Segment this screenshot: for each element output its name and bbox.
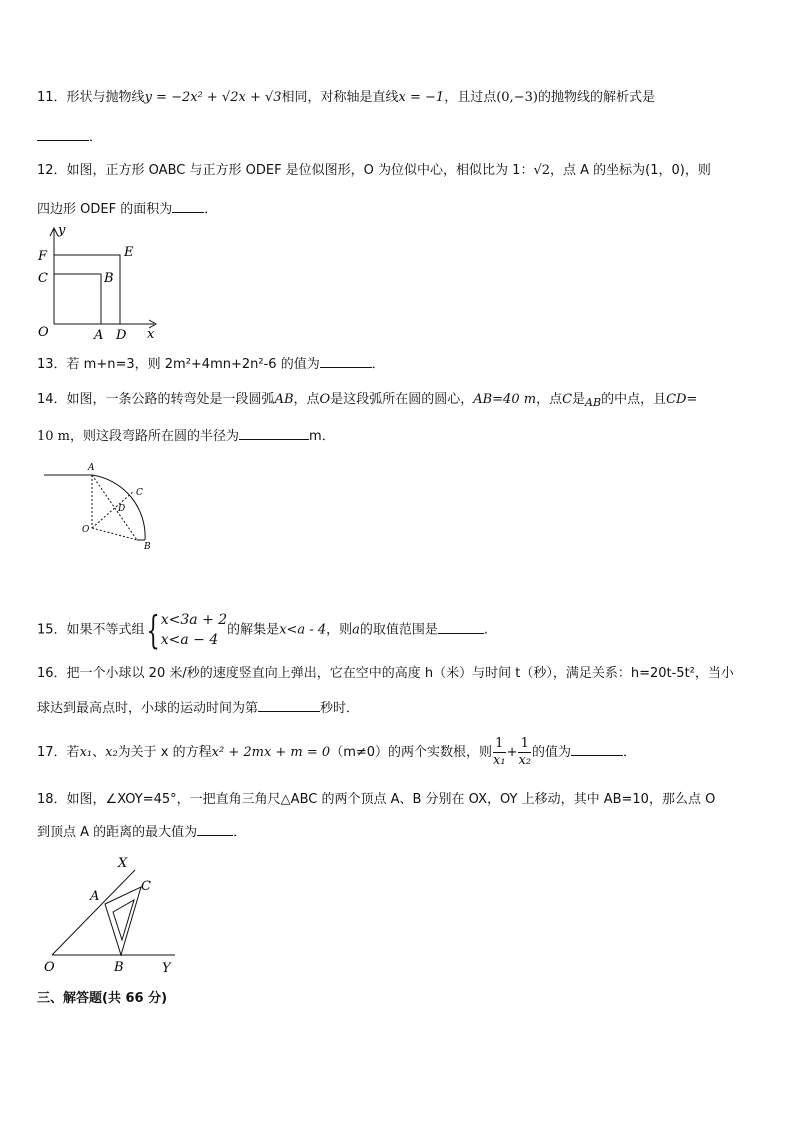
- question-text: ．: [623, 745, 637, 760]
- fraction-1-over-x2: [518, 736, 531, 769]
- ratio-value: √2: [533, 163, 551, 178]
- question-text: 为关于 x 的方程: [117, 745, 212, 760]
- root-x1: x₁: [79, 745, 93, 760]
- question-text: 形状与抛物线: [66, 90, 145, 105]
- question-text: 如图，∠XOY=45°，一把直角三角尺△ABC 的两个顶点 A、B 分别在 OX，OY 上移动，其中 AB=10，那么点 O: [66, 792, 716, 807]
- line-ob: [92, 528, 137, 540]
- question-text: 的值为: [532, 745, 572, 760]
- question-16-line-1: [37, 664, 734, 684]
- question-text: ，且过点: [444, 90, 497, 105]
- answer-blank[interactable]: [258, 697, 320, 712]
- fraction-denominator: x₁: [493, 753, 506, 768]
- cd-label: CD=: [666, 392, 698, 407]
- question-14-line-1: [37, 390, 697, 410]
- question-number: 13．: [37, 357, 67, 372]
- label-c: C: [136, 488, 143, 498]
- fraction-numerator: 1: [493, 736, 506, 753]
- quadratic-equation: x² + 2mx + m = 0: [211, 745, 331, 760]
- question-number: 11．: [37, 90, 67, 105]
- question-text: 四边形 ODEF 的面积为: [37, 202, 173, 217]
- figure-squares: [34, 224, 164, 344]
- inequality-system: [161, 610, 227, 650]
- question-text: 如果不等式组: [66, 622, 145, 638]
- question-text: 球达到最高点时，小球的运动时间为第: [37, 701, 259, 716]
- label-c: C: [141, 879, 151, 894]
- label-b: B: [144, 542, 151, 552]
- variable-a: a: [352, 622, 360, 638]
- solution-set: x<a - 4: [279, 622, 327, 638]
- question-text: m．: [309, 429, 335, 444]
- question-number: 17．: [37, 745, 67, 760]
- label-b: B: [114, 960, 124, 975]
- question-text: 若: [66, 745, 80, 760]
- label-b: B: [104, 271, 114, 286]
- answer-blank[interactable]: [438, 619, 484, 634]
- answer-blank[interactable]: [37, 126, 89, 141]
- question-text: 是这段弧所在圆的圆心，: [330, 392, 474, 407]
- cd-length: 10 m: [37, 429, 71, 444]
- label-y: Y: [162, 961, 171, 976]
- label-o: O: [44, 960, 55, 975]
- question-11-line-1: [37, 88, 655, 108]
- label-d: D: [118, 504, 126, 514]
- label-x: x: [147, 327, 155, 342]
- question-text: 秒时．: [320, 701, 360, 716]
- axis-equation: x = −1: [398, 90, 445, 105]
- label-d: D: [116, 328, 127, 343]
- label-y: y: [58, 224, 66, 238]
- question-text: .: [483, 622, 489, 638]
- label-a: A: [90, 889, 100, 904]
- point-coordinates: (0,−3): [496, 90, 538, 105]
- figure-road-arc: [40, 458, 170, 558]
- fraction-denominator: x₂: [518, 753, 532, 768]
- parabola-equation: y = −2x² + √2x + √3: [144, 90, 282, 105]
- question-text: 若 m+n=3，则 2m²+4mn+2n²-6 的值为: [66, 357, 320, 372]
- question-text: ，点: [293, 392, 320, 407]
- point-c: C: [562, 392, 573, 407]
- section-heading: 三、解答题(共 66 分): [37, 991, 168, 1006]
- question-text: ．: [371, 357, 385, 372]
- label-c: C: [38, 271, 48, 286]
- point-o: O: [319, 392, 331, 407]
- label-a: A: [94, 328, 104, 343]
- question-number: 12．: [37, 163, 67, 178]
- line-oc: [92, 491, 134, 528]
- question-text: 如图，正方形 OABC 与正方形 ODEF 是位似图形，O 为位似中心，相似比为 1：: [66, 163, 534, 178]
- question-11-line-2: [37, 126, 102, 148]
- inequality-1: x<3a + 2: [160, 612, 228, 628]
- arc-ab-symbol: AB: [585, 396, 602, 409]
- triangle-abc-outer: [105, 887, 141, 955]
- square-odef: [54, 255, 120, 324]
- fraction-numerator: 1: [518, 736, 531, 753]
- question-text: ，则这段弯路所在圆的半径为: [70, 429, 240, 444]
- label-f: F: [38, 249, 48, 264]
- question-text: 的取值范围是: [359, 622, 438, 638]
- question-16-line-2: [37, 697, 359, 719]
- question-15-line-1: [37, 610, 488, 651]
- question-text: 相同，对称轴是直线: [281, 90, 399, 105]
- question-text: ，点: [536, 392, 563, 407]
- square-oabc: [54, 274, 101, 324]
- system-brace: {: [146, 608, 160, 652]
- label-o: O: [38, 325, 49, 340]
- answer-blank[interactable]: [571, 741, 623, 756]
- answer-blank[interactable]: [320, 353, 372, 368]
- label-e: E: [124, 245, 134, 260]
- question-13-line-1: [37, 353, 385, 375]
- question-text: 到顶点 A 的距离的最大值为: [37, 825, 198, 840]
- question-number: 15．: [37, 622, 67, 638]
- plus-sign: +: [506, 745, 518, 760]
- root-x2: x₂: [105, 745, 118, 760]
- question-text: （m≠0）的两个实数根，则: [330, 745, 493, 760]
- label-o: O: [82, 525, 90, 535]
- question-text: ．: [233, 825, 247, 840]
- question-12-line-1: [37, 161, 711, 181]
- question-text: 的抛物线的解析式是: [537, 90, 655, 105]
- line-ab: [92, 475, 137, 540]
- question-text: 把一个小球以 20 米/秒的速度竖直向上弹出，它在空中的高度 h（米）与时间 t（秒），满足关系：h=20t-5t²，当小: [66, 666, 734, 681]
- question-text: ，则: [326, 622, 353, 638]
- question-17-line-1: [37, 733, 636, 773]
- figure-triangle-ruler: [40, 852, 190, 977]
- answer-blank[interactable]: [239, 425, 309, 440]
- question-number: 18．: [37, 792, 67, 807]
- question-number: 14．: [37, 392, 67, 407]
- label-a: A: [88, 463, 95, 473]
- question-text: 的中点，且: [601, 392, 667, 407]
- question-text: ．: [89, 130, 103, 145]
- question-text: ．: [204, 202, 218, 217]
- separator: 、: [92, 745, 106, 760]
- question-number: 16．: [37, 666, 67, 681]
- question-text: 如图，一条公路的转弯处是一段圆弧: [66, 392, 275, 407]
- arc-ab: AB: [274, 392, 294, 407]
- question-text: ，点 A 的坐标为(1，0)，则: [550, 163, 711, 178]
- fraction-1-over-x1: [493, 736, 506, 769]
- question-14-line-2: [37, 425, 335, 447]
- question-18-line-1: [37, 790, 715, 810]
- ab-length: AB=40 m: [473, 392, 537, 407]
- ray-ox: [52, 870, 135, 955]
- question-text: 的解集是: [227, 622, 280, 638]
- question-12-line-2: [37, 198, 217, 220]
- inequality-2: x<a − 4: [160, 632, 219, 648]
- question-18-line-2: [37, 821, 246, 843]
- label-x: X: [118, 856, 128, 871]
- answer-blank[interactable]: [172, 198, 204, 213]
- answer-blank[interactable]: [197, 821, 233, 836]
- question-text: 是: [572, 392, 586, 407]
